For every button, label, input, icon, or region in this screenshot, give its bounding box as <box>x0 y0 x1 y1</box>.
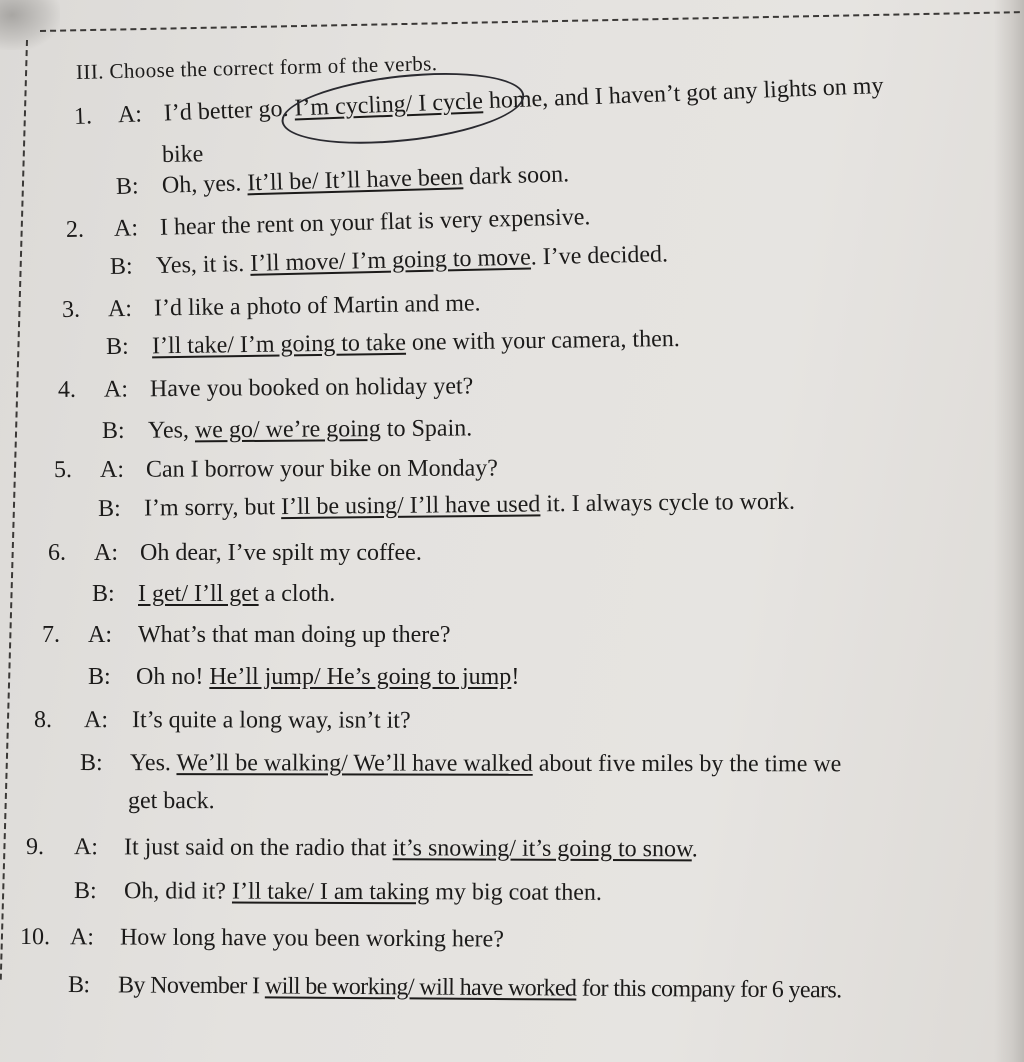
item-number: 10. <box>19 924 51 951</box>
speaker-a-label: A: <box>73 834 99 861</box>
item-5-b <box>98 489 795 523</box>
response-text: I’m sorry, but <box>143 494 282 522</box>
speaker-a-label: A: <box>69 924 95 951</box>
speaker-a-label: A: <box>103 376 129 403</box>
response-text: a cloth. <box>258 581 336 607</box>
speaker-b-label: B: <box>97 495 121 522</box>
speaker-a-label: A: <box>88 622 112 648</box>
item-number: 9. <box>25 834 45 861</box>
speaker-a-label: A: <box>83 707 109 734</box>
response-text: about five miles by the time we <box>532 750 842 778</box>
item-4-a <box>58 373 473 404</box>
verb-choice: We’ll be walking/ We’ll have walked <box>176 750 533 777</box>
speaker-b-label: B: <box>73 878 97 905</box>
prompt-text: How long have you been working here? <box>119 924 504 953</box>
speaker-b-label: B: <box>115 173 140 200</box>
item-number: 3. <box>61 296 81 323</box>
item-1-a-cont <box>162 141 204 169</box>
response-text: Oh no! <box>136 664 210 690</box>
item-8-b-cont <box>128 788 215 815</box>
item-number: 1. <box>73 103 93 130</box>
prompt-text: Have you booked on holiday yet? <box>149 373 474 403</box>
exercise-heading: III. Choose the correct form of the verbs. <box>75 51 438 84</box>
speaker-a-label: A: <box>113 215 139 242</box>
item-10-a <box>20 924 504 954</box>
prompt-text: I’d like a photo of Martin and me. <box>153 290 481 322</box>
prompt-text: I hear the rent on your flat is very expensive. <box>159 204 591 241</box>
prompt-text: . <box>691 836 698 863</box>
speaker-a-label: A: <box>117 101 143 129</box>
verb-choice: I’ll be using/ I’ll have used <box>280 491 541 521</box>
prompt-text: It just said on the radio that <box>123 834 393 862</box>
prompt-text: bike <box>161 141 204 168</box>
response-text: dark soon. <box>462 161 570 191</box>
page-corner-shadow <box>0 0 60 50</box>
response-text: Yes, it is. <box>155 250 251 279</box>
response-text: Yes, <box>147 417 196 444</box>
item-6-a <box>48 540 422 567</box>
page-edge-shadow <box>994 0 1024 1062</box>
response-text: By November I <box>117 972 265 1000</box>
response-text: Yes. <box>129 750 177 777</box>
item-2-a <box>66 204 591 244</box>
prompt-text: What’s that man doing up there? <box>138 622 451 648</box>
response-text: get back. <box>127 788 215 815</box>
verb-choice: I’ll move/ I’m going to move <box>249 244 532 277</box>
item-5-a <box>54 455 498 484</box>
dashed-border-top <box>40 11 1020 32</box>
verb-choice: I’ll take/ I am taking <box>231 878 430 906</box>
verb-choice: He’ll jump/ He’s going to jump <box>209 664 512 690</box>
response-text: it. I always cycle to work. <box>540 488 796 518</box>
item-2-b <box>110 241 669 281</box>
verb-choice: I’ll take/ I’m going to take <box>151 329 407 360</box>
verb-choice-circled <box>294 88 483 121</box>
item-6-b <box>92 581 335 608</box>
verb-choice: I get/ I’ll get <box>138 581 259 607</box>
speaker-b-label: B: <box>79 750 103 777</box>
response-text: one with your camera, then. <box>405 325 680 356</box>
speaker-a-label: A: <box>94 540 118 566</box>
item-8-b <box>80 750 841 778</box>
response-text: for this company for 6 years. <box>576 975 842 1004</box>
item-number: 7. <box>42 622 60 648</box>
item-7-a <box>42 622 451 649</box>
item-number: 4. <box>57 376 77 403</box>
item-10-b <box>68 972 842 1004</box>
prompt-text: I’d better go. <box>163 95 289 127</box>
response-text: my big coat then. <box>429 879 602 906</box>
item-number: 5. <box>53 456 73 483</box>
item-9-a <box>26 834 698 863</box>
response-text: ! <box>511 664 520 690</box>
dashed-border-left <box>0 40 28 980</box>
prompt-text: Can I borrow your bike on Monday? <box>145 455 498 483</box>
speaker-b-label: B: <box>109 253 133 280</box>
item-number: 8. <box>33 707 53 734</box>
speaker-a-label: A: <box>99 456 125 483</box>
verb-choice: It’ll be/ It’ll have been <box>246 164 464 197</box>
verb-choice: will be working/ will have worked <box>264 973 577 1002</box>
item-4-b <box>102 415 472 445</box>
speaker-b-label: B: <box>67 972 90 999</box>
item-9-b <box>74 878 602 907</box>
verb-choice: we go/ we’re going <box>194 416 381 444</box>
verb-choice: it’s snowing/ it’s going to snow <box>392 835 692 863</box>
prompt-text: Oh dear, I’ve spilt my coffee. <box>140 540 422 566</box>
prompt-text: It’s quite a long way, isn’t it? <box>131 707 411 734</box>
item-number: 2. <box>65 216 85 243</box>
item-3-a <box>62 290 481 324</box>
verb-choice-text: I’m cycling/ I cycle <box>293 88 484 122</box>
speaker-b-label: B: <box>88 664 111 690</box>
speaker-a-label: A: <box>107 295 133 323</box>
response-text: . I’ve decided. <box>530 241 669 271</box>
item-7-b <box>88 664 519 691</box>
prompt-text: home, and I haven’t got any lights on my <box>482 72 884 115</box>
response-text: to Spain. <box>380 415 473 443</box>
speaker-b-label: B: <box>101 417 125 444</box>
response-text: Oh, yes. <box>161 170 248 199</box>
item-number: 6. <box>48 540 66 566</box>
speaker-b-label: B: <box>92 581 115 607</box>
response-text: Oh, did it? <box>123 878 233 905</box>
item-3-b <box>106 326 680 361</box>
item-8-a <box>34 707 411 735</box>
speaker-b-label: B: <box>105 333 129 360</box>
